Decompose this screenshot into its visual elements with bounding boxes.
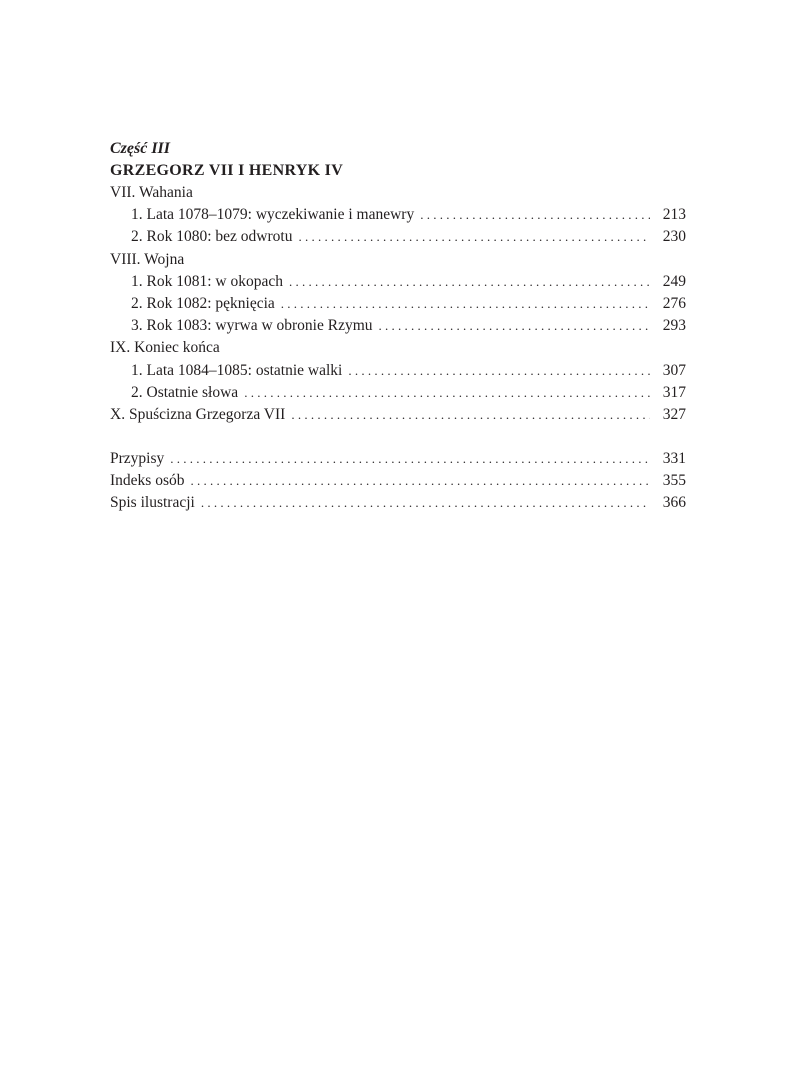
toc-entry-label: Indeks osób xyxy=(110,472,185,490)
toc-entry[interactable] xyxy=(110,271,686,293)
toc-entry-page: 327 xyxy=(662,405,686,423)
toc-entry[interactable] xyxy=(110,492,686,514)
toc-entry-page: 230 xyxy=(662,228,686,246)
dot-leader xyxy=(420,204,650,226)
toc-entry[interactable] xyxy=(110,226,686,248)
dot-leader xyxy=(289,271,650,293)
toc-entry-page: 276 xyxy=(662,294,686,312)
toc-entry-page: 249 xyxy=(662,272,686,290)
toc-entry-label: 2. Rok 1080: bez odwrotu xyxy=(131,228,293,246)
toc-entry-page: 213 xyxy=(662,206,686,224)
toc-entry[interactable] xyxy=(110,470,686,492)
chapter-heading: IX. Koniec końca xyxy=(110,339,220,357)
toc-entry-page: 331 xyxy=(662,450,686,468)
toc-entry-label: 2. Ostatnie słowa xyxy=(131,383,239,401)
toc-entry[interactable] xyxy=(110,315,686,337)
dot-leader xyxy=(201,492,650,514)
toc-entry-page: 366 xyxy=(662,494,686,512)
toc-entry[interactable] xyxy=(110,404,686,426)
toc-entry[interactable] xyxy=(110,360,686,382)
toc-entry[interactable] xyxy=(110,382,686,404)
chapter-heading: VII. Wahania xyxy=(110,184,193,201)
chapter-heading: VIII. Wojna xyxy=(110,250,185,268)
toc-entry-page: 355 xyxy=(662,472,686,490)
toc-entry-label: 1. Lata 1084–1085: ostatnie walki xyxy=(131,361,343,379)
dot-leader xyxy=(190,470,650,492)
table-of-contents xyxy=(110,138,686,515)
toc-entry-label: Spis ilustracji xyxy=(110,494,195,512)
part-label: Część III xyxy=(110,140,171,157)
toc-entry-page: 317 xyxy=(662,383,686,401)
toc-entry[interactable] xyxy=(110,293,686,315)
toc-entry[interactable] xyxy=(110,448,686,470)
dot-leader xyxy=(170,448,650,470)
dot-leader xyxy=(348,360,650,382)
toc-entry-label: 3. Rok 1083: wyrwa w obronie Rzymu xyxy=(131,317,373,335)
toc-entry-label: Przypisy xyxy=(110,450,165,468)
toc-entry-label: 1. Lata 1078–1079: wyczekiwanie i manewry xyxy=(131,206,415,224)
toc-entry-page: 307 xyxy=(662,361,686,379)
toc-entry[interactable] xyxy=(110,204,686,226)
toc-entry-label: 2. Rok 1082: pęknięcia xyxy=(131,294,275,312)
part-title: GRZEGORZ VII I HENRYK IV xyxy=(110,162,344,179)
dot-leader xyxy=(281,293,650,315)
toc-entry-page: 293 xyxy=(662,317,686,335)
toc-entry-label: X. Spuścizna Grzegorza VII xyxy=(110,405,286,423)
dot-leader xyxy=(291,404,650,426)
dot-leader xyxy=(244,382,650,404)
dot-leader xyxy=(298,226,650,248)
dot-leader xyxy=(379,315,650,337)
spacer xyxy=(110,426,686,448)
toc-entry-label: 1. Rok 1081: w okopach xyxy=(131,272,283,290)
